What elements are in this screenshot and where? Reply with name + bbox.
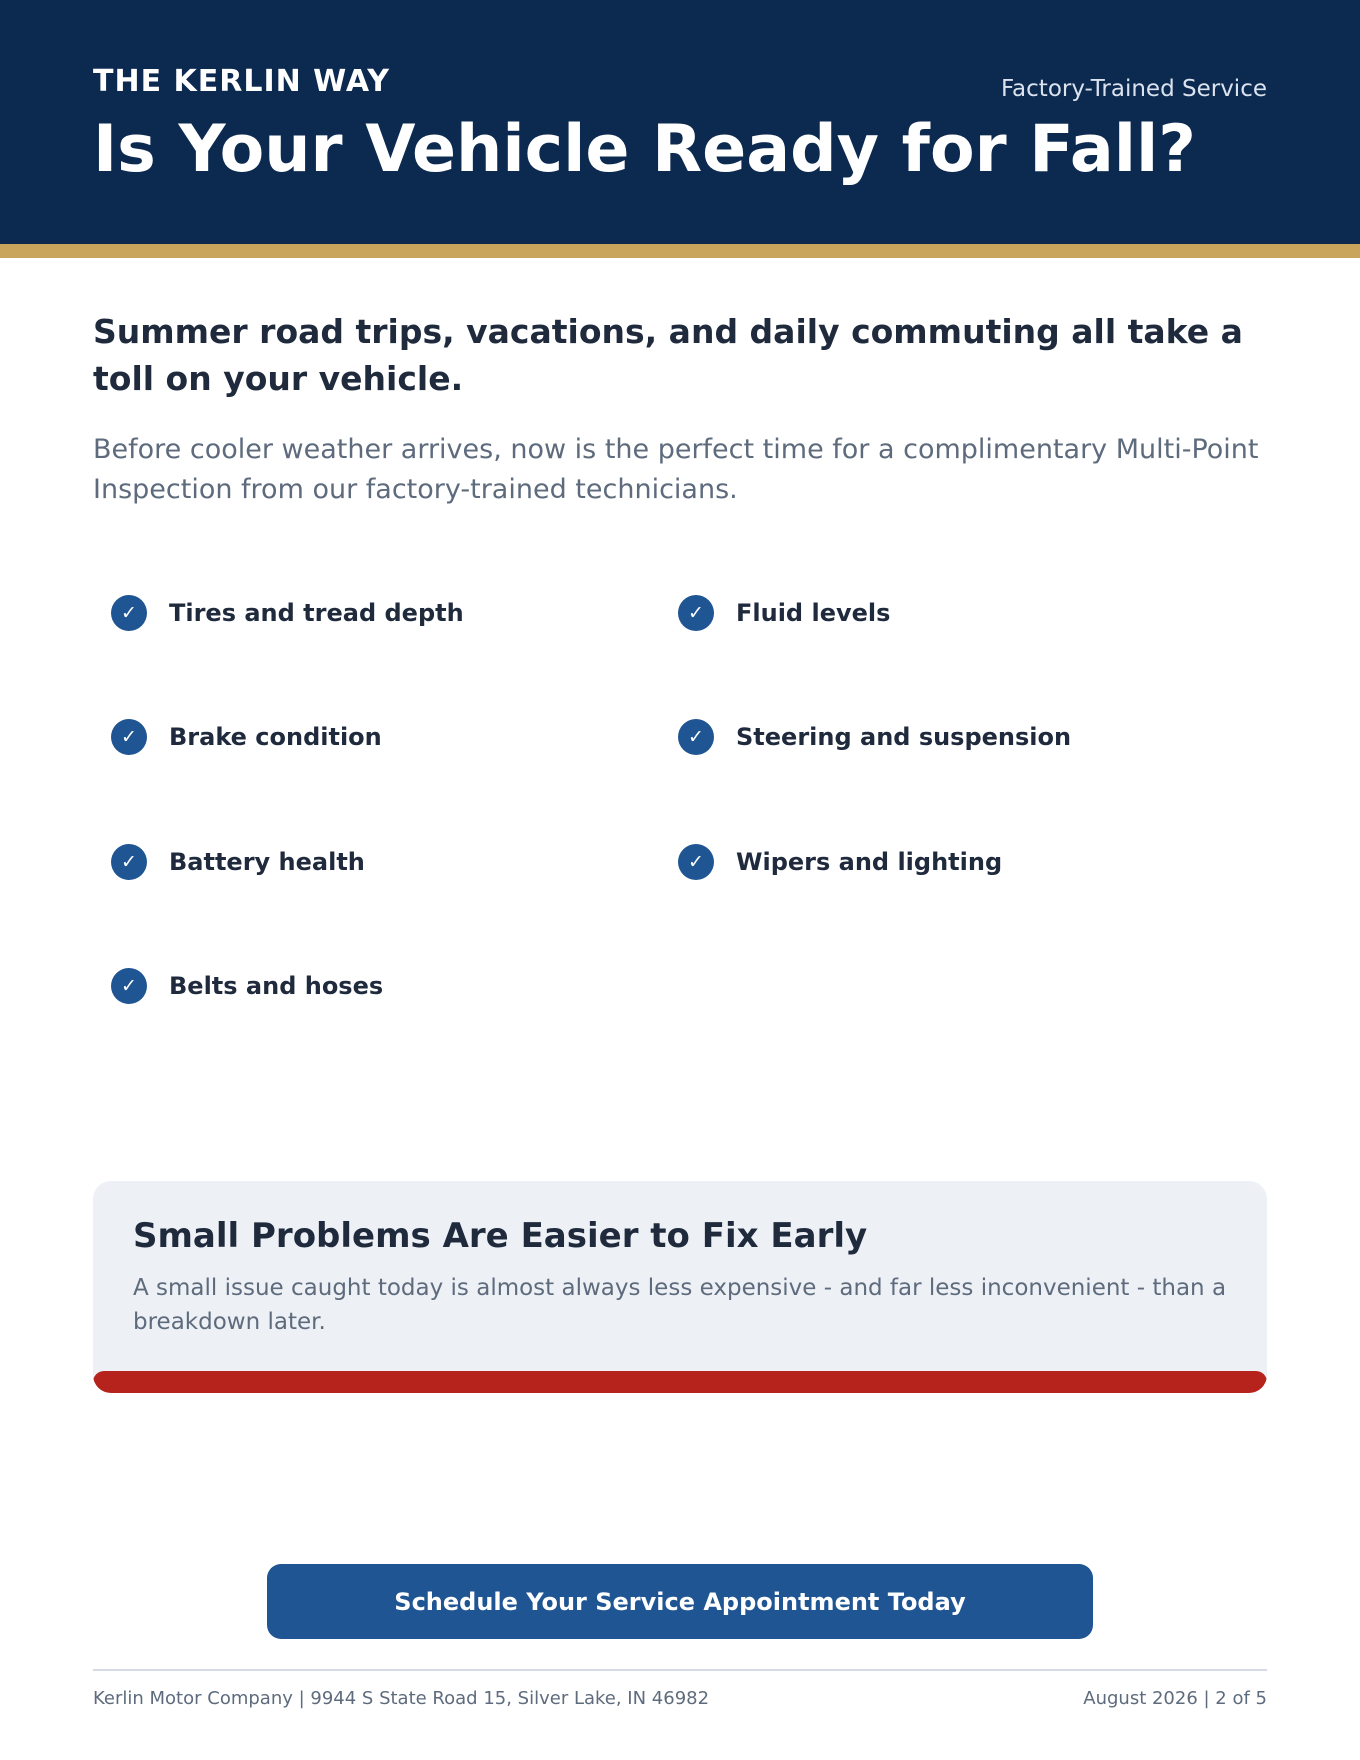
schedule-appointment-button[interactable]: Schedule Your Service Appointment Today (267, 1564, 1093, 1639)
callout-text: A small issue caught today is almost always less expensive - and far less inconvenient - than a breakdown later. (133, 1275, 1227, 1335)
checklist-item-fluids (678, 593, 890, 633)
checklist-item-steering (678, 717, 1071, 757)
check-circle-icon: ✓ (111, 844, 147, 880)
brand-eyebrow: THE KERLIN WAY (93, 64, 390, 99)
checklist-item-label: Brake condition (169, 723, 382, 751)
checklist-item-label: Belts and hoses (169, 972, 384, 1000)
checklist-item-label: Tires and tread depth (169, 599, 464, 627)
checklist-item-label: Steering and suspension (736, 723, 1072, 751)
checklist-item-brakes (111, 717, 382, 757)
footer-address: Kerlin Motor Company | 9944 S State Road 15, Silver Lake, IN 46982 (93, 1688, 710, 1709)
callout-accent-bar (93, 1371, 1267, 1393)
footer-divider (93, 1669, 1267, 1671)
checklist-item-belts (111, 966, 383, 1006)
footer-page-info: August 2026 | 2 of 5 (1083, 1688, 1267, 1709)
header-accent-stripe (0, 244, 1360, 258)
check-circle-icon: ✓ (678, 844, 714, 880)
check-circle-icon: ✓ (678, 719, 714, 755)
checklist-item-battery (111, 842, 365, 882)
callout-title: Small Problems Are Easier to Fix Early (133, 1216, 868, 1256)
header-tagline: Factory-Trained Service (1000, 76, 1267, 102)
check-circle-icon: ✓ (678, 595, 714, 631)
checklist-item-tires (111, 593, 464, 633)
header-banner (0, 0, 1360, 244)
check-circle-icon: ✓ (111, 968, 147, 1004)
check-circle-icon: ✓ (111, 719, 147, 755)
checklist-item-wipers (678, 842, 1002, 882)
callout-box (93, 1181, 1267, 1393)
checklist-item-label: Wipers and lighting (736, 848, 1003, 876)
intro-lead: Summer road trips, vacations, and daily commuting all take a toll on your vehicle. (93, 312, 1243, 398)
checklist-item-label: Battery health (169, 848, 365, 876)
check-circle-icon: ✓ (111, 595, 147, 631)
checklist-item-label: Fluid levels (736, 599, 891, 627)
page-title: Is Your Vehicle Ready for Fall? (93, 112, 1197, 187)
intro-body: Before cooler weather arrives, now is the perfect time for a complimentary Multi-Point Inspection from our factory-trained technicians. (93, 434, 1259, 505)
